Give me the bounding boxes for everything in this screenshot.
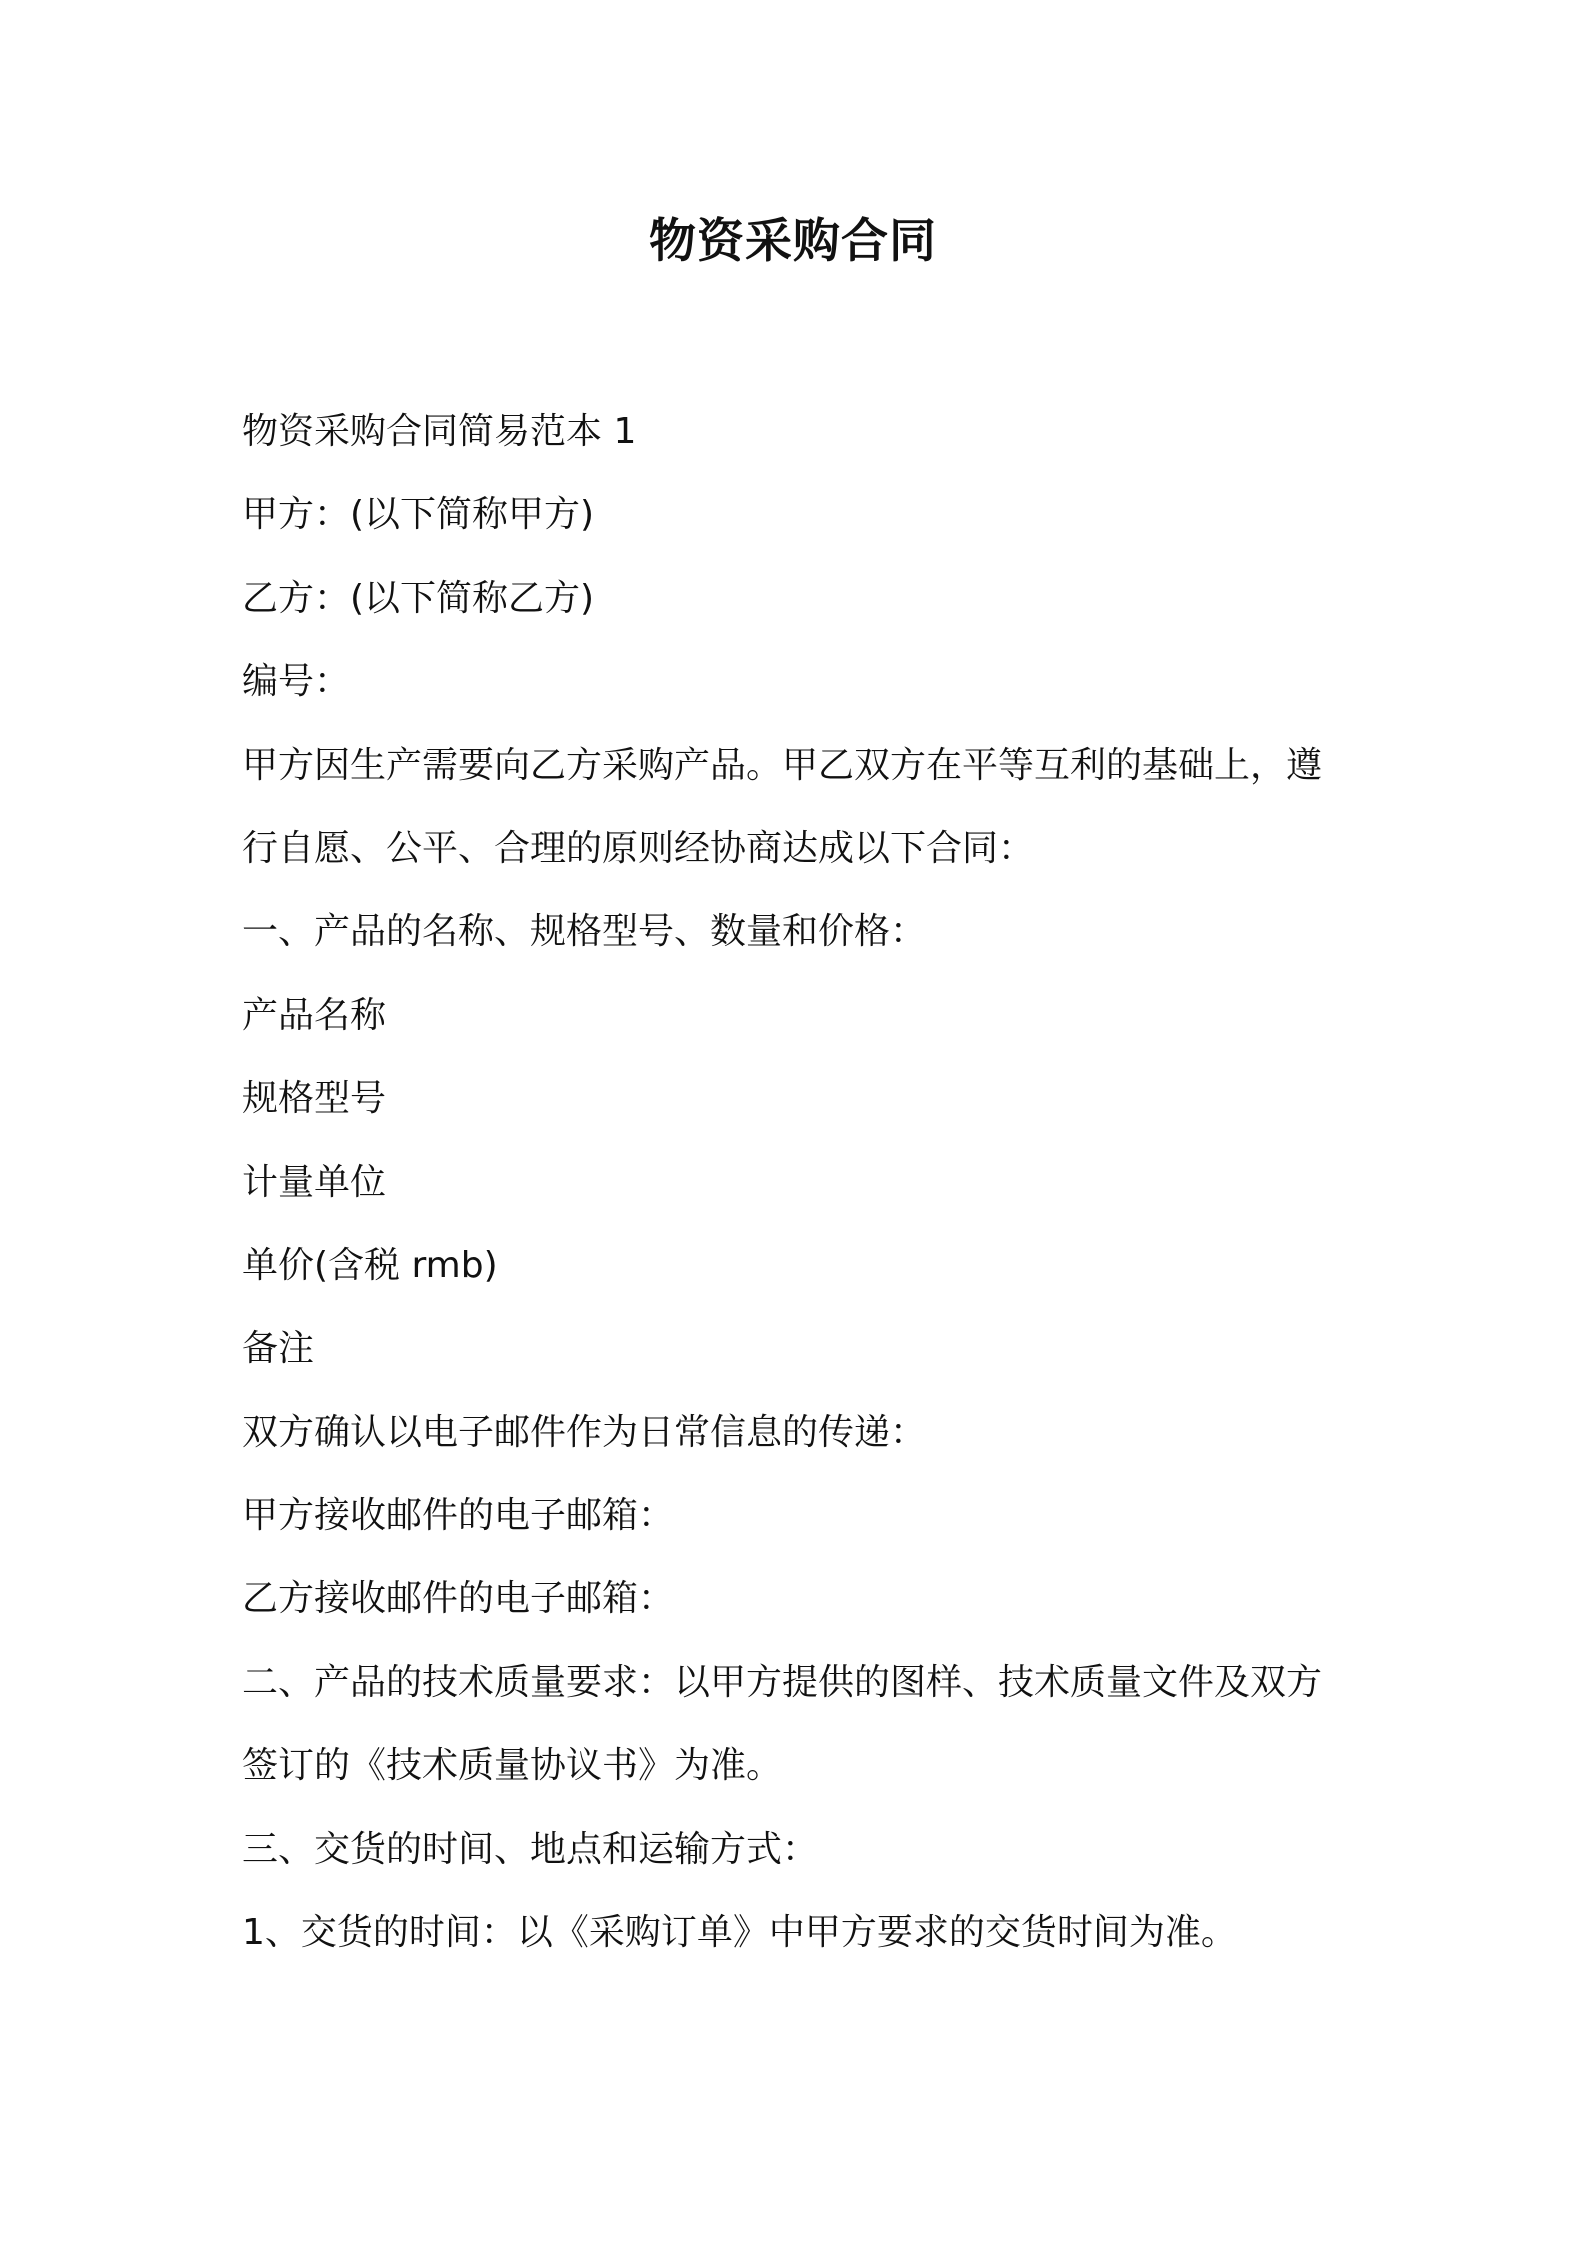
- email-confirmation-line: 双方确认以电子邮件作为日常信息的传递：: [242, 1411, 927, 1453]
- product-name-field: 产品名称: [242, 994, 387, 1036]
- clause-3-heading: 三、交货的时间、地点和运输方式：: [242, 1828, 819, 1870]
- contract-number-line: 编号：: [242, 661, 351, 703]
- spec-model-field: 规格型号: [242, 1078, 387, 1120]
- unit-field: 计量单位: [242, 1161, 387, 1203]
- preamble-line-1: 甲方因生产需要向乙方采购产品。甲乙双方在平等互利的基础上，遵: [242, 744, 1323, 786]
- clause-2-line-1: 二、产品的技术质量要求：以甲方提供的图样、技术质量文件及双方: [242, 1661, 1323, 1703]
- delivery-time-line: 1、交货的时间：以《采购订单》中甲方要求的交货时间为准。: [242, 1912, 1237, 1954]
- clause-1-heading: 一、产品的名称、规格型号、数量和价格：: [242, 911, 927, 953]
- party-a-email-line: 甲方接收邮件的电子邮箱：: [242, 1495, 675, 1537]
- section-heading-sample: 物资采购合同简易范本 1: [242, 411, 637, 452]
- preamble-line-2: 行自愿、公平、合理的原则经协商达成以下合同：: [242, 827, 1035, 869]
- unit-price-field: 单价(含税 rmb): [242, 1244, 498, 1286]
- party-a-line: 甲方：(以下简称甲方): [242, 494, 595, 536]
- party-b-line: 乙方：(以下简称乙方): [242, 577, 595, 619]
- clause-2-line-2: 签订的《技术质量协议书》为准。: [242, 1745, 783, 1787]
- document-body: [242, 404, 1367, 1988]
- party-b-email-line: 乙方接收邮件的电子邮箱：: [242, 1578, 675, 1620]
- document-title: 物资采购合同: [649, 214, 937, 269]
- remarks-field: 备注: [242, 1328, 315, 1370]
